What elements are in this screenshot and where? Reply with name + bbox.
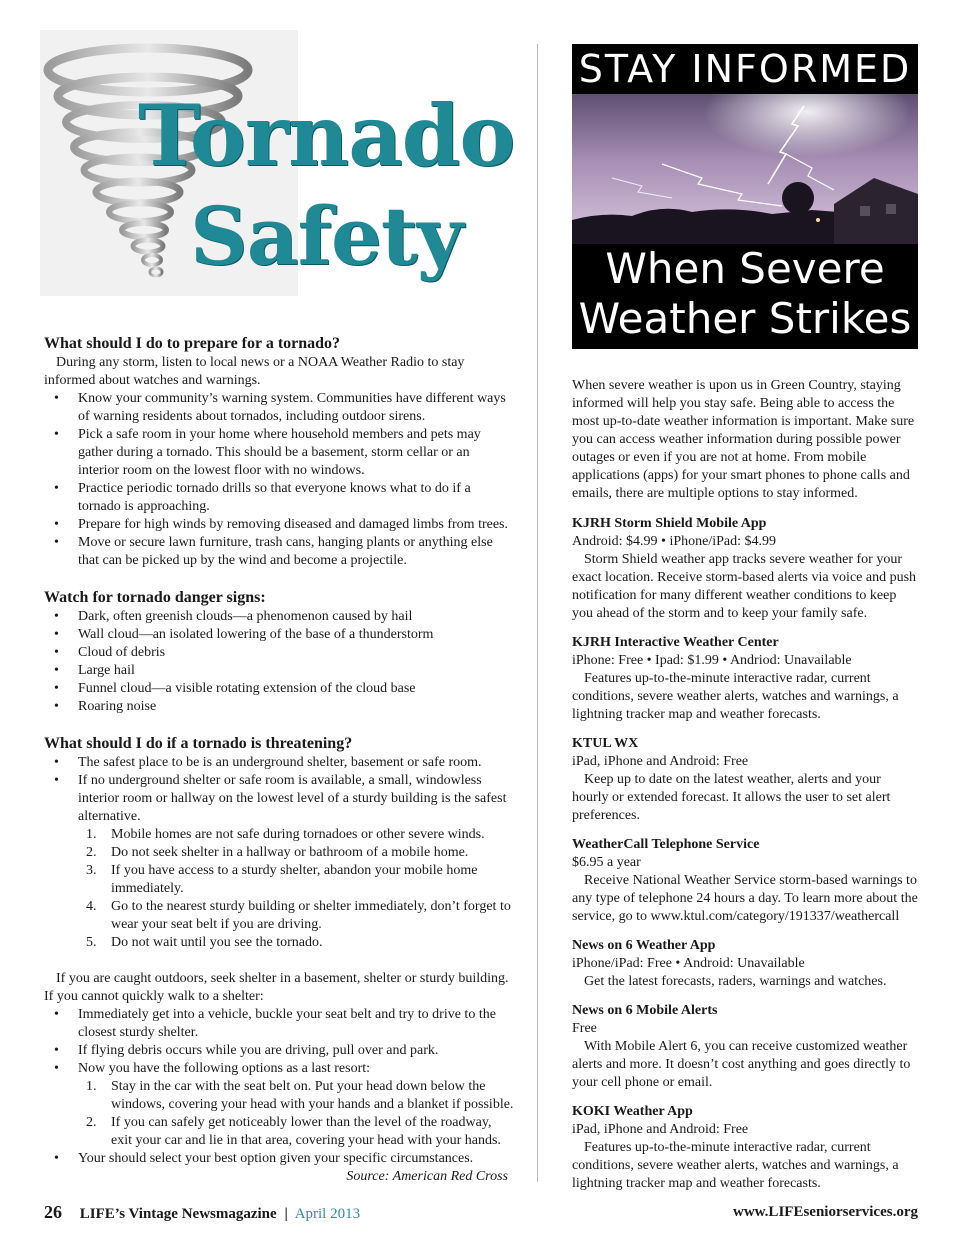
prepare-intro: During any storm, listen to local news or a NOAA Weather Radio to stay informed about watches and warnings. [44, 355, 465, 388]
list-item [78, 898, 514, 934]
banner-title: STAY INFORMED [578, 47, 912, 91]
step-number: 4. [86, 899, 97, 914]
list-item [44, 772, 514, 826]
list-item: • Your should select your best option given your specific circumstances. [44, 1150, 514, 1168]
prepare-heading: What should I do to prepare for a tornado? [44, 335, 341, 352]
list-item: • Immediately get into a vehicle, buckle your seat belt and try to drive to the closest sturdy shelter. [44, 1006, 514, 1042]
app-name: KOKI Weather App [572, 1104, 693, 1119]
lightning-storm-photo [572, 94, 918, 244]
source-credit: Source: American Red Cross [346, 1169, 508, 1184]
list-item: • Move or secure lawn furniture, trash cans, hanging plants or anything else that can be picked up by the wind and become a projectile. [44, 534, 514, 570]
step-text: Stay in the car with the seat belt on. Put your head down below the windows, covering your head with your hands and a blanket if possible. [111, 1079, 514, 1112]
step-text: Do not seek shelter in a hallway or bathroom of a mobile home. [111, 845, 469, 860]
step-number: 1. [86, 1079, 97, 1094]
stay-informed-sidebar [572, 44, 918, 1193]
footer-separator: | [284, 1206, 288, 1222]
list-item: • Roaring noise [44, 698, 514, 716]
mobile-home-steps [44, 826, 514, 952]
list-item [78, 862, 514, 898]
app-name: KJRH Interactive Weather Center [572, 635, 779, 650]
app-entry [572, 735, 918, 825]
step-number: 2. [86, 845, 97, 860]
threat-list [44, 754, 514, 826]
list-item: • Practice periodic tornado drills so that everyone knows what to do if a tornado is approaching. [44, 480, 514, 516]
app-description: Features up-to-the-minute interactive radar, current conditions, severe weather alerts, watches and warnings, a lightning tracker map and weather forecasts. [572, 1140, 899, 1191]
list-item [78, 844, 514, 862]
page-footer [44, 1200, 918, 1224]
list-item: • Large hail [44, 662, 514, 680]
step-text: Mobile homes are not safe during tornadoes or other severe winds. [111, 827, 485, 842]
issue-date: April 2013 [294, 1206, 361, 1222]
list-item [78, 934, 514, 952]
last-resort-steps [44, 1078, 514, 1150]
app-description: Storm Shield weather app tracks severe weather for your exact location. Receive storm-based alerts via voice and push notification for many different weather conditions to keep you ahead of the storm and to keep your family safe. [572, 552, 917, 621]
app-entry [572, 634, 918, 724]
outdoors-intro: If you are caught outdoors, seek shelter in a basement, shelter or sturdy building. If you cannot quickly walk to a shelter: [44, 971, 509, 1004]
app-name: News on 6 Mobile Alerts [572, 1003, 718, 1018]
app-name: News on 6 Weather App [572, 938, 716, 953]
list-item [78, 1114, 514, 1150]
tornado-safety-article [44, 30, 514, 1186]
step-number: 3. [86, 863, 97, 878]
app-description: With Mobile Alert 6, you can receive customized weather alerts and more. It doesn’t cost anything and goes directly to your cell phone or email. [572, 1039, 911, 1090]
banner-line2: Weather Strikes [578, 294, 912, 343]
page-number: 26 [44, 1202, 62, 1222]
app-name: KJRH Storm Shield Mobile App [572, 516, 767, 531]
list-item: • Prepare for high winds by removing diseased and damaged limbs from trees. [44, 516, 514, 534]
list-item-text: If no underground shelter or safe room is available, a small, windowless interior room or hallway on the lowest level of a sturdy building is the safest alternative. [78, 773, 507, 824]
list-item: • Cloud of debris [44, 644, 514, 662]
step-number: 5. [86, 935, 97, 950]
title-safety: Safety [190, 189, 463, 283]
app-entry [572, 937, 918, 991]
threat-heading: What should I do if a tornado is threatening? [44, 735, 353, 752]
app-name: KTUL WX [572, 736, 639, 751]
app-entry [572, 515, 918, 623]
app-price: Free [572, 1021, 597, 1036]
step-text: Do not wait until you see the tornado. [111, 935, 323, 950]
publication-name: LIFE’s Vintage Newsmagazine [79, 1206, 277, 1222]
sidebar-body [572, 377, 918, 1193]
title-tornado: Tornado [138, 86, 515, 185]
list-item: • If flying debris occurs while you are driving, pull over and park. [44, 1042, 514, 1060]
list-item: • Pick a safe room in your home where household members and pets may gather during a tornado. This should be a basement, storm cellar or an interior room on the lowest floor with no windows. [44, 426, 514, 480]
website-url: www.LIFEseniorservices.org [733, 1204, 918, 1220]
list-item: • Funnel cloud—a visible rotating extension of the cloud base [44, 680, 514, 698]
step-text: If you have access to a sturdy shelter, abandon your mobile home immediately. [111, 863, 478, 896]
app-description: Get the latest forecasts, raders, warnings and watches. [584, 974, 887, 989]
banner-line1: When Severe [605, 244, 885, 293]
app-entry [572, 1103, 918, 1193]
signs-heading: Watch for tornado danger signs: [44, 589, 266, 606]
outdoors-list [44, 1006, 514, 1078]
list-item: • Dark, often greenish clouds—a phenomenon caused by hail [44, 608, 514, 626]
signs-list [44, 608, 514, 716]
list-item: • Wall cloud—an isolated lowering of the base of a thunderstorm [44, 626, 514, 644]
list-item: • The safest place to be is an underground shelter, basement or safe room. [44, 754, 514, 772]
banner-subtitle [572, 244, 918, 349]
app-description: Keep up to date on the latest weather, alerts and your hourly or extended forecast. It allows the user to set alert preferences. [572, 772, 891, 823]
step-number: 1. [86, 827, 97, 842]
list-item [78, 826, 514, 844]
app-price: iPhone/iPad: Free • Android: Unavailable [572, 956, 805, 971]
app-price: iPad, iPhone and Android: Free [572, 1122, 749, 1137]
app-name: WeatherCall Telephone Service [572, 837, 760, 852]
list-item [78, 1078, 514, 1114]
app-entry [572, 836, 918, 926]
app-price: iPhone: Free • Ipad: $1.99 • Andriod: Unavailable [572, 653, 852, 668]
sidebar-intro: When severe weather is upon us in Green Country, staying informed will help you stay safe. Being able to access the most up-to-date weather information is important. Make sure you can access weather information during possible power outages or even if you are not at home. From mobile applications (apps) for your smart phones to phone calls and emails, there are multiple options to stay informed. [572, 378, 915, 501]
step-text: Go to the nearest sturdy building or shelter immediately, don’t forget to wear your seat belt if you are driving. [111, 899, 511, 932]
article-body [44, 334, 514, 1186]
column-divider [537, 44, 538, 1182]
prepare-list [44, 390, 514, 570]
list-item: • Now you have the following options as a last resort: [44, 1060, 514, 1078]
step-number: 2. [86, 1115, 97, 1130]
stay-informed-banner [572, 44, 918, 349]
list-item: • Know your community’s warning system. Communities have different ways of warning residents about tornados, including outdoor sirens. [44, 390, 514, 426]
outdoors-final-list [44, 1150, 514, 1168]
app-price: $6.95 a year [572, 855, 641, 870]
app-description: Features up-to-the-minute interactive radar, current conditions, severe weather alerts, watches and warnings, a lightning tracker map and weather forecasts. [572, 671, 899, 722]
app-entry [572, 1002, 918, 1092]
app-price: iPad, iPhone and Android: Free [572, 754, 749, 769]
app-price: Android: $4.99 • iPhone/iPad: $4.99 [572, 534, 777, 549]
title-graphic [40, 30, 515, 296]
app-description: Receive National Weather Service storm-based warnings to any type of telephone 24 hours a day. To learn more about the service, go to www.ktul.com/category/191337/weathercall [572, 873, 918, 924]
step-text: If you can safely get noticeably lower than the level of the roadway, exit your car and lie in that area, covering your head with your hands. [111, 1115, 501, 1148]
